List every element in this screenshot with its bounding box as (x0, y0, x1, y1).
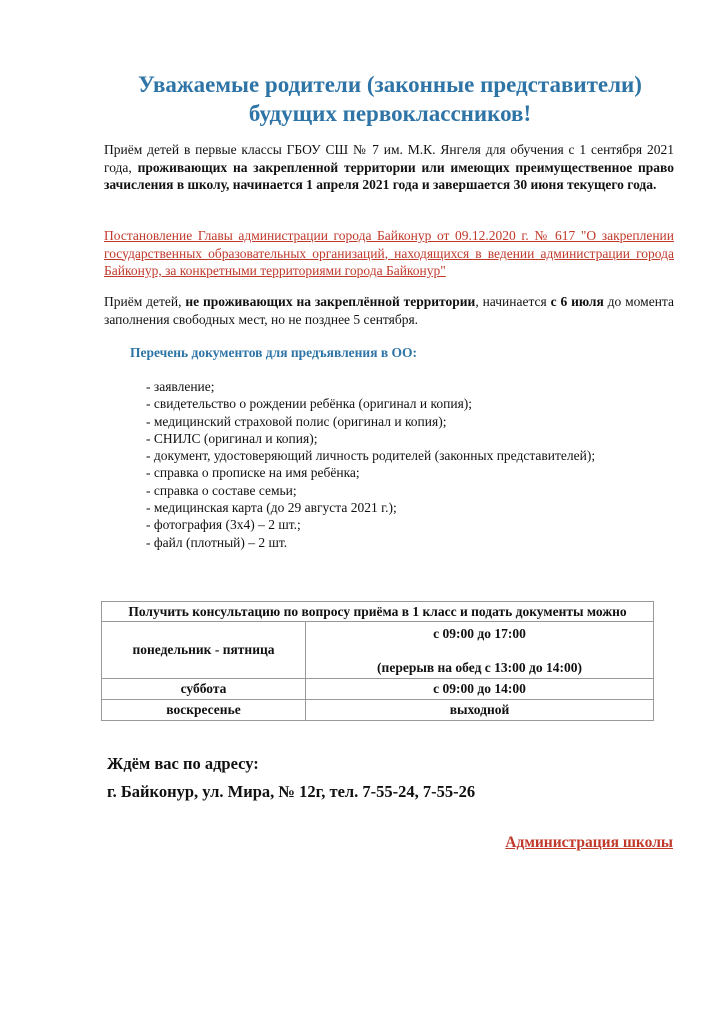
list-item: - справка о составе семьи; (146, 482, 297, 498)
non-resident-part-3: , начинается (475, 294, 551, 309)
non-resident-part-4: с 6 июля (550, 294, 604, 309)
schedule-break-note: (перерыв на обед с 13:00 до 14:00) (377, 660, 582, 675)
schedule-header-row (102, 602, 654, 622)
schedule-day: понедельник - пятница (102, 622, 306, 679)
title-line-2: будущих первоклассников! (248, 101, 532, 126)
address-label: Ждём вас по адресу: (107, 754, 259, 773)
non-resident-part-2: не проживающих на закреплённой территории (185, 294, 476, 309)
page-title (60, 70, 720, 128)
table-row (102, 622, 654, 679)
list-item: - СНИЛС (оригинал и копия); (146, 430, 318, 446)
intro-bold-text: проживающих на закрепленной территории или имеющих преимущественное право зачисления в школу, начинается 1 апреля 2021 года и завершается 30 июня текущего года. (104, 159, 674, 192)
non-resident-paragraph (104, 293, 674, 328)
table-row (102, 700, 654, 721)
schedule-hours: с 09:00 до 17:00 (433, 626, 526, 641)
list-item: - файл (плотный) – 2 шт. (146, 534, 288, 550)
signature-link[interactable]: Администрация школы (505, 834, 673, 851)
intro-paragraph (104, 141, 674, 194)
title-line-1: Уважаемые родители (законные представители) (138, 72, 642, 97)
non-resident-part-5: до момента заполнения свободных мест, но не позднее 5 сентября. (104, 294, 674, 327)
schedule-time (306, 622, 654, 679)
documents-list (146, 378, 595, 551)
list-item: - медицинская карта (до 29 августа 2021 г.); (146, 500, 397, 516)
list-item: - фотография (3х4) – 2 шт.; (146, 517, 301, 533)
non-resident-part-1: Приём детей, (104, 294, 186, 309)
address-text: г. Байконур, ул. Мира, № 12г, тел. 7-55-24, 7-55-26 (107, 782, 476, 801)
list-item: - заявление; (146, 379, 215, 394)
documents-list-title: Перечень документов для предъявления в ОО: (130, 345, 418, 360)
list-item: - документ, удостоверяющий личность родителей (законных представителей); (146, 448, 596, 464)
schedule-day: суббота (102, 679, 306, 700)
schedule-hours: выходной (306, 700, 654, 721)
table-row (102, 679, 654, 700)
list-item: - справка о прописке на имя ребёнка; (146, 465, 360, 481)
schedule-hours: с 09:00 до 14:00 (306, 679, 654, 700)
schedule-day: воскресенье (102, 700, 306, 721)
list-item: - медицинский страховой полис (оригинал и копия); (146, 413, 447, 429)
schedule-header: Получить консультацию по вопросу приёма в 1 класс и подать документы можно (102, 602, 654, 622)
intro-text: Приём детей в первые классы ГБОУ СШ № 7 им. М.К. Янгеля для обучения с 1 сентября 2021 года, (104, 142, 674, 175)
list-item: - свидетельство о рождении ребёнка (оригинал и копия); (146, 396, 473, 412)
decree-link[interactable]: Постановление Главы администрации города Байконур от 09.12.2020 г. № 617 "О закреплении государственных образовательных организаций, находящихся в ведении администрации города Байконур, за конкретными территориями города Байконур" (104, 228, 674, 278)
schedule-table (101, 601, 654, 721)
